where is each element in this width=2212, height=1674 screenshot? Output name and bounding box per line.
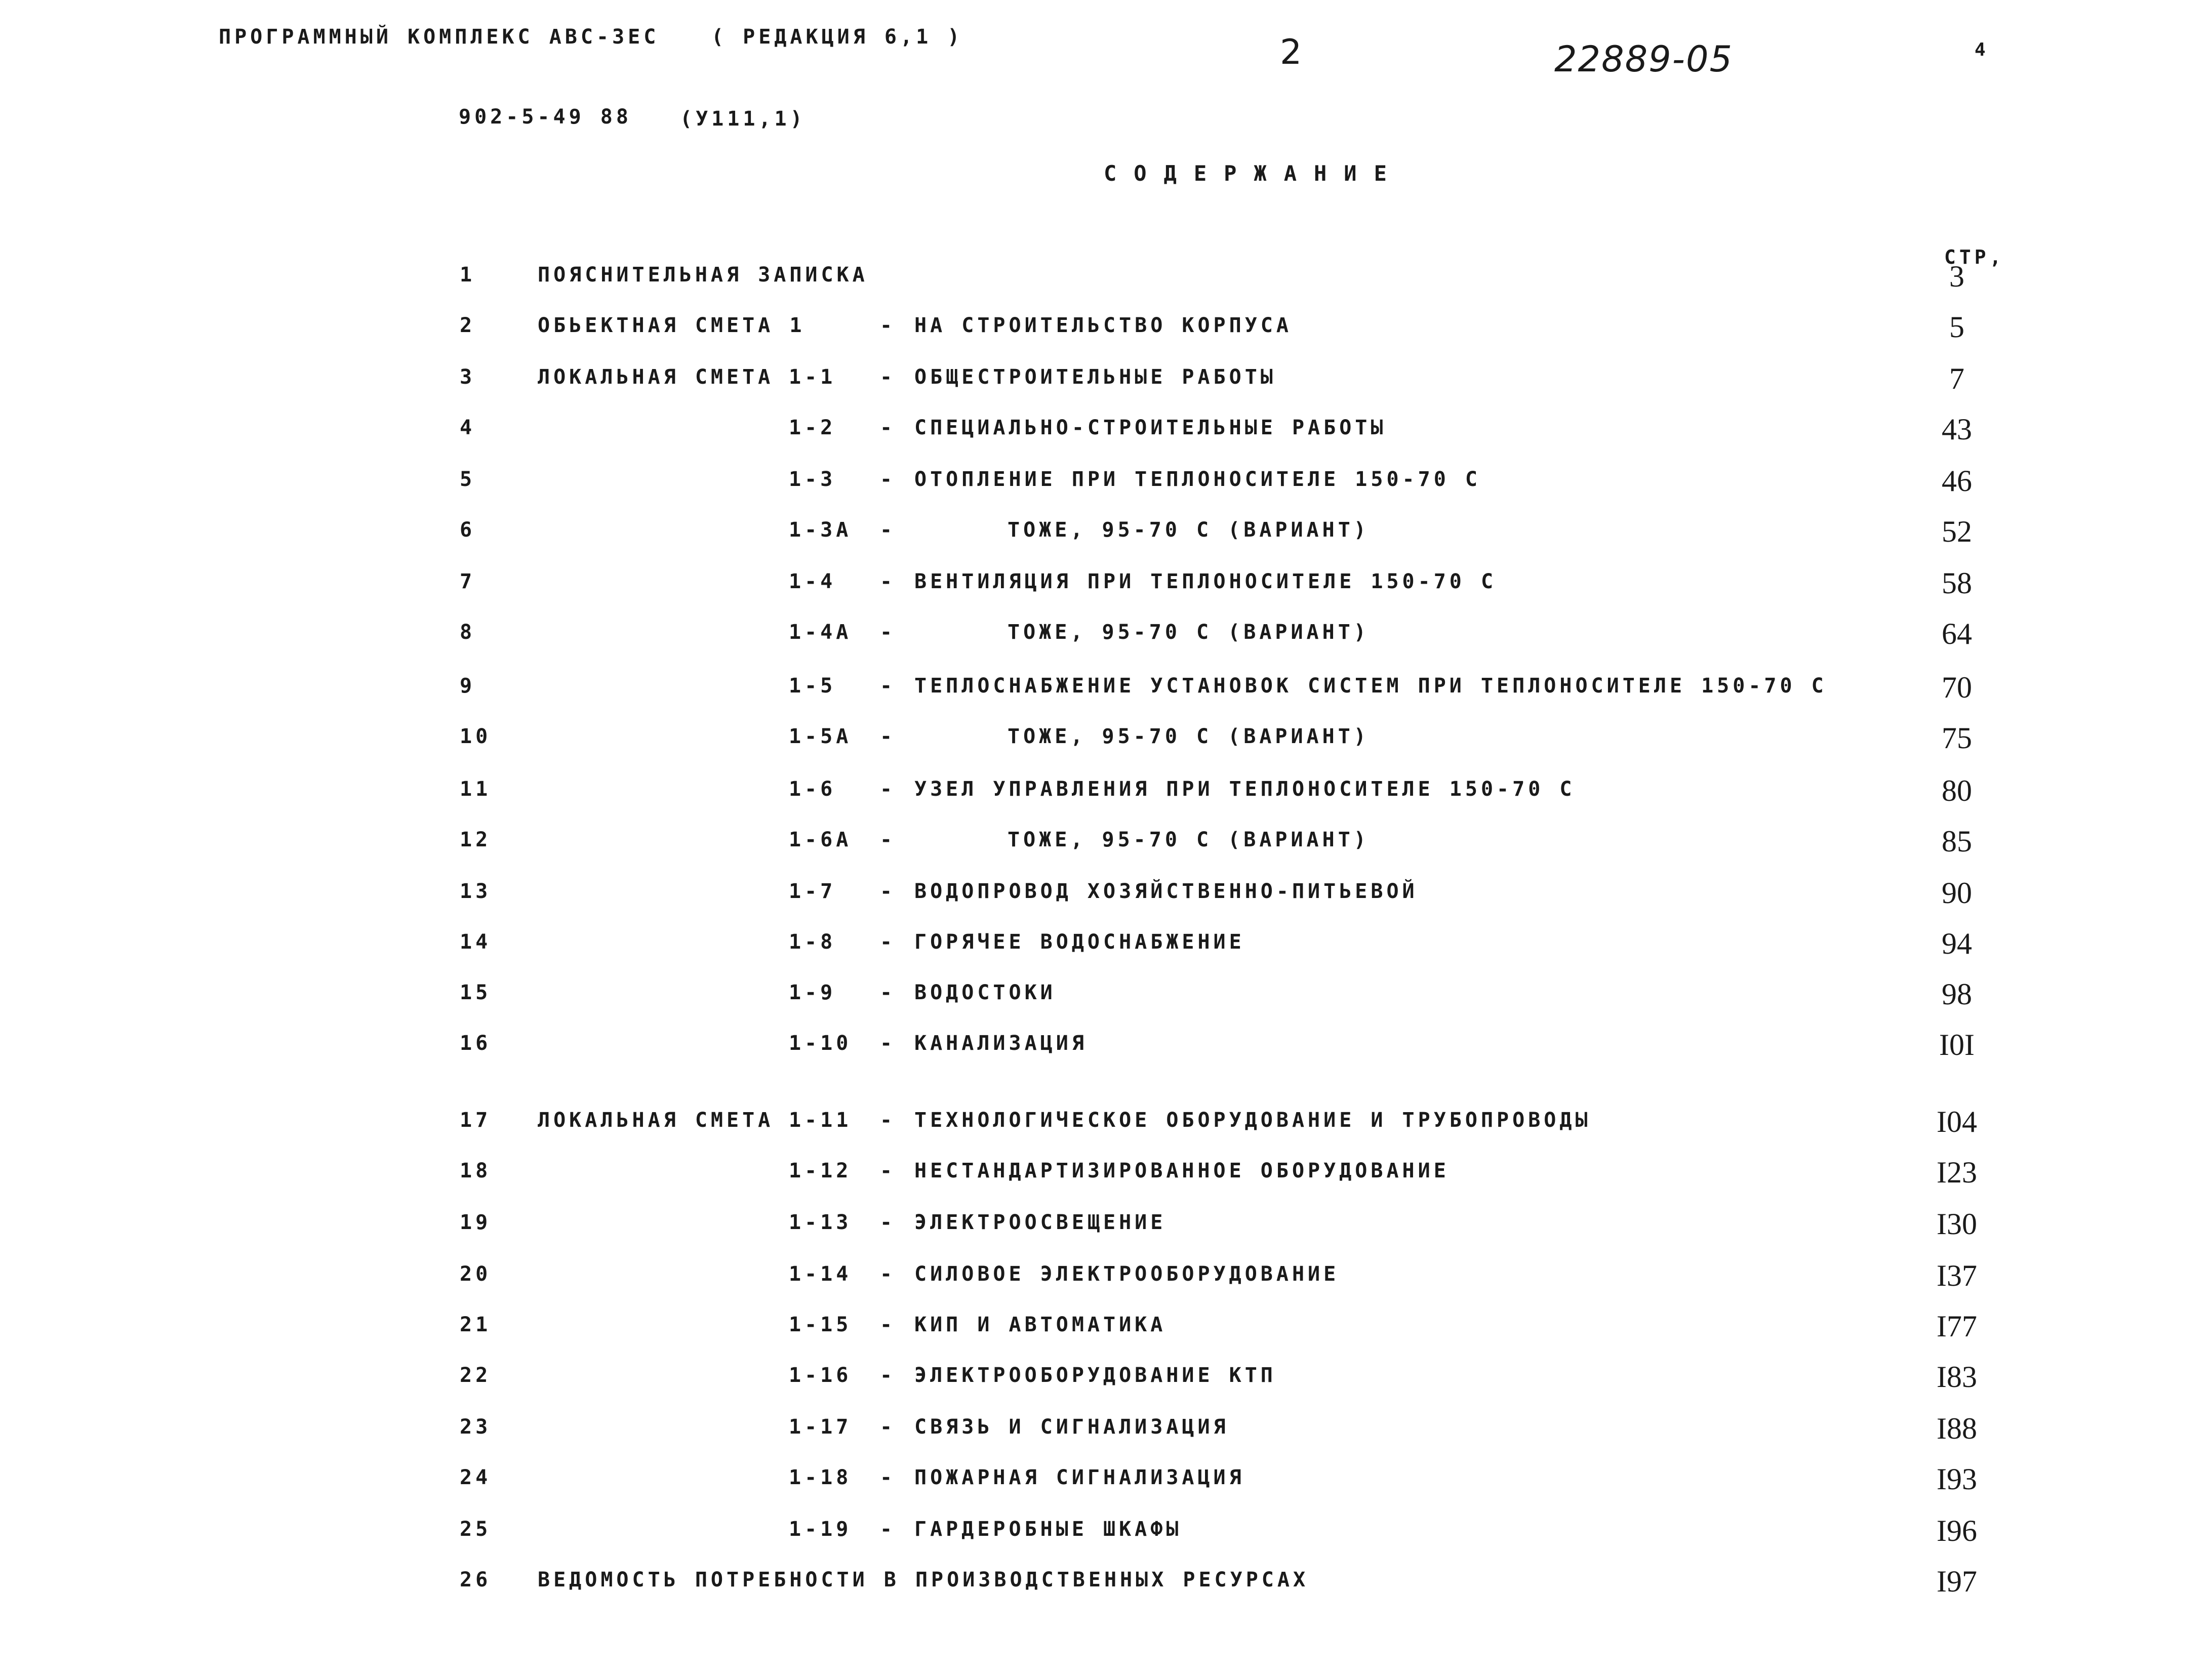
toc-row-description: ТОЖЕ, 95-70 С (ВАРИАНТ) (1008, 828, 1370, 851)
toc-row (0, 721, 2212, 755)
edition-label: ( РЕДАКЦИЯ 6,1 ) (711, 25, 963, 49)
toc-row (0, 260, 2212, 294)
toc-dash: - (880, 1364, 896, 1387)
toc-row-description: ОБЩЕСТРОИТЕЛЬНЫЕ РАБОТЫ (914, 365, 1276, 389)
toc-row-title: ВЕДОМОСТЬ ПОТРЕБНОСТИ В ПРОИЗВОДСТВЕННЫХ РЕСУРСАХ (538, 1568, 1309, 1591)
toc-estimate-code: 1-2 (789, 416, 836, 439)
toc-row-description: ТОЖЕ, 95-70 С (ВАРИАНТ) (1008, 725, 1370, 748)
toc-estimate-code: 1-13 (789, 1211, 852, 1234)
toc-row-number: 24 (460, 1466, 492, 1489)
toc-page-number: I04 (1937, 1105, 1977, 1138)
toc-estimate-code: 1-15 (789, 1313, 852, 1336)
toc-dash: - (880, 365, 896, 389)
toc-row-description: ОТОПЛЕНИЕ ПРИ ТЕПЛОНОСИТЕЛЕ 150-70 С (914, 468, 1481, 491)
sheet-number: 2 (1280, 32, 1302, 72)
toc-estimate-code: 1-17 (789, 1415, 852, 1439)
toc-row-number: 5 (460, 468, 476, 491)
toc-row (0, 1360, 2212, 1394)
toc-row (0, 1156, 2212, 1190)
toc-estimate-code: 1-11 (789, 1109, 852, 1132)
toc-row-description: ВОДОПРОВОД ХОЗЯЙСТВЕННО-ПИТЬЕВОЙ (914, 880, 1418, 903)
toc-row-number: 10 (460, 725, 492, 748)
toc-page-number: I88 (1937, 1412, 1977, 1445)
toc-estimate-code: 1-8 (789, 930, 836, 954)
toc-page-number: 94 (1942, 927, 1972, 960)
toc-row-number: 19 (460, 1211, 492, 1234)
toc-page-number: 43 (1942, 413, 1972, 446)
toc-row-description: КИП И АВТОМАТИКА (914, 1313, 1167, 1336)
toc-row-number: 7 (460, 570, 476, 593)
toc-dash: - (880, 518, 896, 542)
toc-row (0, 362, 2212, 396)
toc-row-number: 16 (460, 1032, 492, 1055)
toc-row-description: СПЕЦИАЛЬНО-СТРОИТЕЛЬНЫЕ РАБОТЫ (914, 416, 1387, 439)
toc-dash: - (880, 725, 896, 748)
toc-estimate-code: 1-6 (789, 778, 836, 801)
toc-row-number: 2 (460, 314, 476, 337)
toc-page-number: 85 (1942, 825, 1972, 858)
toc-estimate-code: 1-7 (789, 880, 836, 903)
toc-row-description: ТЕПЛОСНАБЖЕНИЕ УСТАНОВОК СИСТЕМ ПРИ ТЕПЛОНОСИТЕЛЕ 150-70 С (914, 674, 1827, 698)
toc-estimate-code: 1-6А (789, 828, 852, 851)
toc-dash: - (880, 1159, 896, 1182)
toc-estimate-code: 1-5 (789, 674, 836, 698)
toc-page-number: 58 (1942, 566, 1972, 600)
toc-row (0, 1514, 2212, 1548)
toc-row (0, 1412, 2212, 1446)
toc-page-number: 7 (1949, 362, 1964, 395)
toc-estimate-code: 1-10 (789, 1032, 852, 1055)
toc-row (0, 413, 2212, 446)
toc-estimate-type: ОБЬЕКТНАЯ СМЕТА 1 (538, 314, 806, 337)
toc-row-description: ТОЖЕ, 95-70 С (ВАРИАНТ) (1008, 621, 1370, 644)
toc-dash: - (880, 416, 896, 439)
toc-row (0, 464, 2212, 498)
toc-estimate-code: 1-4 (789, 570, 836, 593)
toc-row (0, 825, 2212, 859)
toc-row-number: 26 (460, 1568, 492, 1591)
toc-dash: - (880, 570, 896, 593)
toc-row-number: 23 (460, 1415, 492, 1439)
toc-row-number: 18 (460, 1159, 492, 1182)
toc-page-number: 80 (1942, 774, 1972, 807)
toc-row (0, 1462, 2212, 1496)
toc-row-number: 15 (460, 981, 492, 1004)
toc-page-number: 46 (1942, 464, 1972, 498)
toc-row-description: ЭЛЕКТРООСВЕЩЕНИЕ (914, 1211, 1167, 1234)
toc-row-number: 9 (460, 674, 476, 698)
corner-mark: 4 (1975, 39, 1989, 60)
toc-row-number: 11 (460, 778, 492, 801)
toc-row (0, 1565, 2212, 1599)
toc-row-number: 25 (460, 1518, 492, 1541)
toc-row-number: 17 (460, 1109, 492, 1132)
toc-row-description: ВОДОСТОКИ (914, 981, 1056, 1004)
toc-page-number: 70 (1942, 671, 1972, 704)
toc-row-number: 3 (460, 365, 476, 389)
toc-page-number: I93 (1937, 1462, 1977, 1496)
toc-row (0, 1310, 2212, 1343)
toc-dash: - (880, 1109, 896, 1132)
page-column-header: СТР, (1944, 246, 2005, 268)
toc-dash: - (880, 1032, 896, 1055)
toc-row-number: 21 (460, 1313, 492, 1336)
toc-row-description: СВЯЗЬ И СИГНАЛИЗАЦИЯ (914, 1415, 1229, 1439)
toc-page-number: I96 (1937, 1514, 1977, 1547)
toc-estimate-code: 1-16 (789, 1364, 852, 1387)
version-label: (У111,1) (680, 107, 806, 131)
toc-row-number: 22 (460, 1364, 492, 1387)
toc-dash: - (880, 1262, 896, 1286)
toc-estimate-code: 1-3 (789, 468, 836, 491)
toc-dash: - (880, 981, 896, 1004)
toc-page-number: I30 (1937, 1207, 1977, 1241)
toc-row (0, 515, 2212, 549)
toc-dash: - (880, 1415, 896, 1439)
toc-row-number: 12 (460, 828, 492, 851)
toc-row (0, 1105, 2212, 1139)
toc-row-description: ГАРДЕРОБНЫЕ ШКАФЫ (914, 1518, 1182, 1541)
toc-dash: - (880, 778, 896, 801)
document-number: 22889-05 (1554, 38, 1734, 80)
toc-row (0, 1259, 2212, 1293)
toc-row-description: НА СТРОИТЕЛЬСТВО КОРПУСА (914, 314, 1292, 337)
toc-row (0, 1028, 2212, 1062)
toc-row (0, 617, 2212, 651)
toc-row (0, 671, 2212, 705)
toc-row-description: ТЕХНОЛОГИЧЕСКОЕ ОБОРУДОВАНИЕ И ТРУБОПРОВОДЫ (914, 1109, 1591, 1132)
toc-page-number: I23 (1937, 1156, 1977, 1189)
toc-row-title: ПОЯСНИТЕЛЬНАЯ ЗАПИСКА (538, 263, 868, 287)
toc-dash: - (880, 314, 896, 337)
toc-row-description: ПОЖАРНАЯ СИГНАЛИЗАЦИЯ (914, 1466, 1245, 1489)
toc-estimate-code: 1-4А (789, 621, 852, 644)
toc-row (0, 876, 2212, 910)
toc-row-description: ЭЛЕКТРООБОРУДОВАНИЕ КТП (914, 1364, 1276, 1387)
toc-estimate-code: 1-12 (789, 1159, 852, 1182)
toc-dash: - (880, 828, 896, 851)
toc-row (0, 566, 2212, 600)
toc-dash: - (880, 1466, 896, 1489)
toc-row-number: 4 (460, 416, 476, 439)
toc-dash: - (880, 674, 896, 698)
toc-row-number: 14 (460, 930, 492, 954)
toc-row (0, 1207, 2212, 1241)
toc-row-number: 1 (460, 263, 476, 287)
toc-page-number: 52 (1942, 515, 1972, 548)
toc-page-number: 90 (1942, 876, 1972, 910)
toc-estimate-code: 1-18 (789, 1466, 852, 1489)
toc-estimate-code: 1-19 (789, 1518, 852, 1541)
toc-row-number: 13 (460, 880, 492, 903)
toc-row-description: ГОРЯЧЕЕ ВОДОСНАБЖЕНИЕ (914, 930, 1245, 954)
toc-row-description: УЗЕЛ УПРАВЛЕНИЯ ПРИ ТЕПЛОНОСИТЕЛЕ 150-70 С (914, 778, 1576, 801)
toc-estimate-code: 1-9 (789, 981, 836, 1004)
toc-page-number: 64 (1942, 617, 1972, 650)
toc-dash: - (880, 1518, 896, 1541)
toc-row-description: КАНАЛИЗАЦИЯ (914, 1032, 1088, 1055)
toc-row-number: 20 (460, 1262, 492, 1286)
toc-estimate-code: 1-5А (789, 725, 852, 748)
toc-row-number: 6 (460, 518, 476, 542)
toc-row-description: СИЛОВОЕ ЭЛЕКТРООБОРУДОВАНИЕ (914, 1262, 1340, 1286)
toc-row (0, 774, 2212, 808)
toc-page-number: 98 (1942, 977, 1972, 1011)
contents-title: СОДЕРЖАНИЕ (1104, 161, 1404, 186)
toc-dash: - (880, 1211, 896, 1234)
toc-dash: - (880, 880, 896, 903)
toc-row-description: ТОЖЕ, 95-70 С (ВАРИАНТ) (1008, 518, 1370, 542)
toc-estimate-code: 1-1 (789, 365, 836, 389)
toc-page-number: I83 (1937, 1360, 1977, 1394)
toc-row (0, 977, 2212, 1011)
toc-row (0, 310, 2212, 344)
toc-estimate-type: ЛОКАЛЬНАЯ СМЕТА (538, 1109, 774, 1132)
toc-row (0, 927, 2212, 961)
toc-page-number: I77 (1937, 1310, 1977, 1343)
project-code: 902-5-49 88 (459, 105, 632, 129)
toc-dash: - (880, 621, 896, 644)
toc-estimate-code: 1-3А (789, 518, 852, 542)
toc-page-number: I37 (1937, 1259, 1977, 1292)
toc-page-number: I0I (1939, 1028, 1975, 1061)
toc-row-description: НЕСТАНДАРТИЗИРОВАННОЕ ОБОРУДОВАНИЕ (914, 1159, 1450, 1182)
program-header: ПРОГРАММНЫЙ КОМПЛЕКС АВС-3ЕС (219, 25, 660, 49)
toc-page-number: I97 (1937, 1565, 1977, 1598)
toc-dash: - (880, 468, 896, 491)
toc-dash: - (880, 930, 896, 954)
toc-row-description: ВЕНТИЛЯЦИЯ ПРИ ТЕПЛОНОСИТЕЛЕ 150-70 С (914, 570, 1497, 593)
toc-estimate-code: 1-14 (789, 1262, 852, 1286)
toc-page-number: 5 (1949, 310, 1964, 344)
toc-dash: - (880, 1313, 896, 1336)
toc-page-number: 3 (1949, 260, 1964, 293)
toc-page-number: 75 (1942, 721, 1972, 755)
toc-estimate-type: ЛОКАЛЬНАЯ СМЕТА (538, 365, 774, 389)
toc-row-number: 8 (460, 621, 476, 644)
